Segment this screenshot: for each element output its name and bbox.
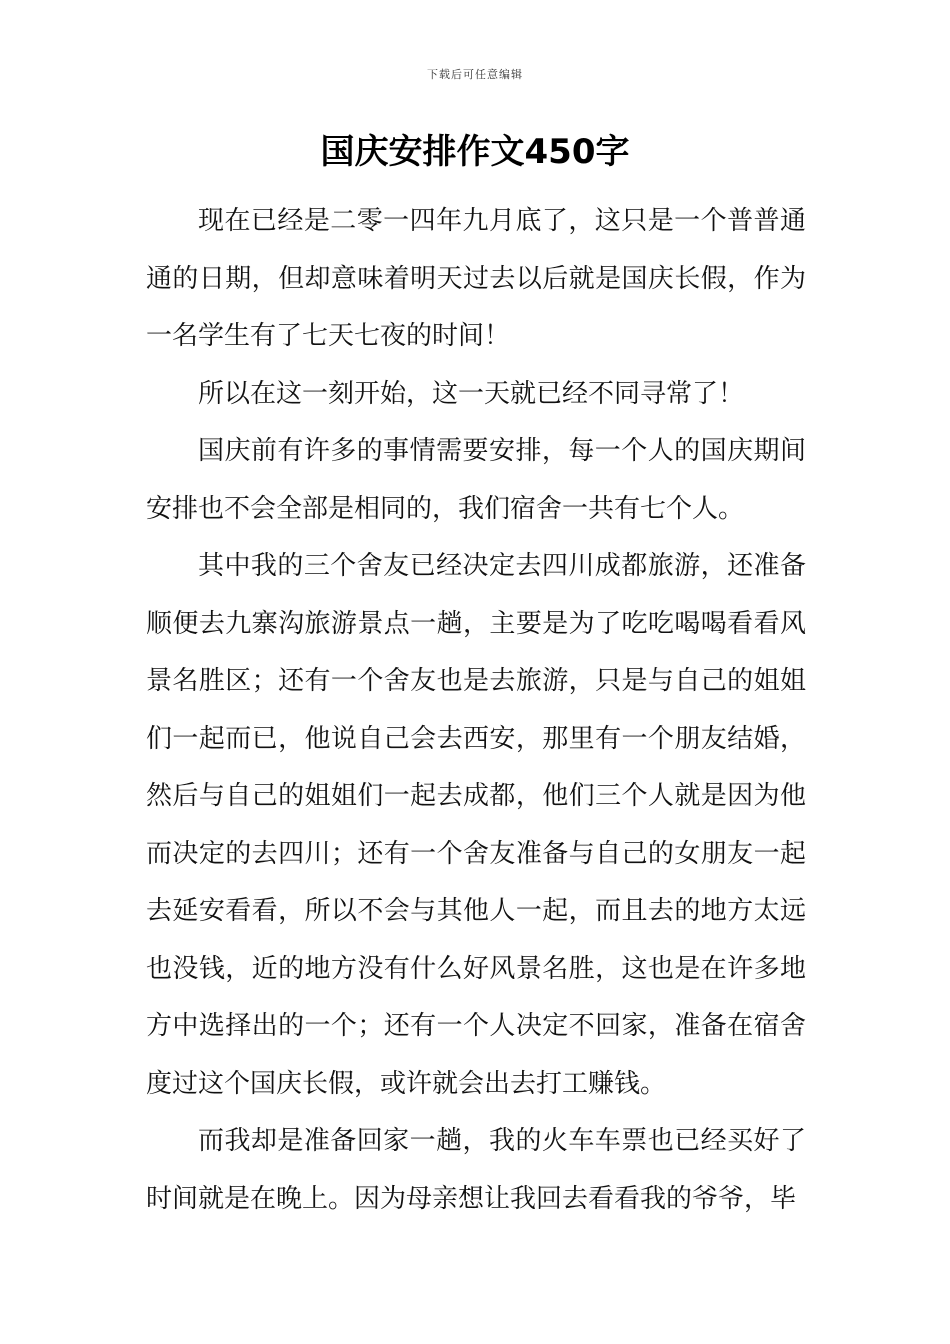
header-note: 下载后可任意编辑 (427, 68, 523, 81)
paragraph: 所以在这一刻开始，这一天就已经不同寻常了！ (198, 378, 745, 409)
paragraph: 其中我的三个舍友已经决定去四川成都旅游，还准备顺便去九寨沟旅游景点一趟，主要是为了吃吃喝喝看看风景名胜区；还有一个舍友也是去旅游，只是与自己的姐姐们一起而已，他说自己会去西安，那里有一个朋友结婚，然后与自己的姐姐们一起去成都，他们三个人就是因为他而决定的去四川；还有一个舍友准备与自己的女朋友一起去延安看看，所以不会与其他人一起，而且去的地方太远也没钱，近的地方没有什么好风景名胜，这也是在许多地方中选择出的一个；还有一个人决定不回家，准备在宿舍度过这个国庆长假，或许就会出去打工赚钱。 (146, 551, 806, 1099)
paragraph: 而我却是准备回家一趟，我的火车车票也已经买好了时间就是在晚上。因为母亲想让我回去看看我的爷爷，毕 (146, 1126, 806, 1214)
paragraph: 现在已经是二零一四年九月底了，这只是一个普普通通的日期，但却意味着明天过去以后就是国庆长假，作为一名学生有了七天七夜的时间！ (146, 206, 806, 351)
document-body (146, 193, 806, 1228)
document-title: 国庆安排作文450字 (320, 132, 630, 172)
paragraph: 国庆前有许多的事情需要安排，每一个人的国庆期间安排也不会全部是相同的，我们宿舍一共有七个人。 (146, 436, 806, 524)
